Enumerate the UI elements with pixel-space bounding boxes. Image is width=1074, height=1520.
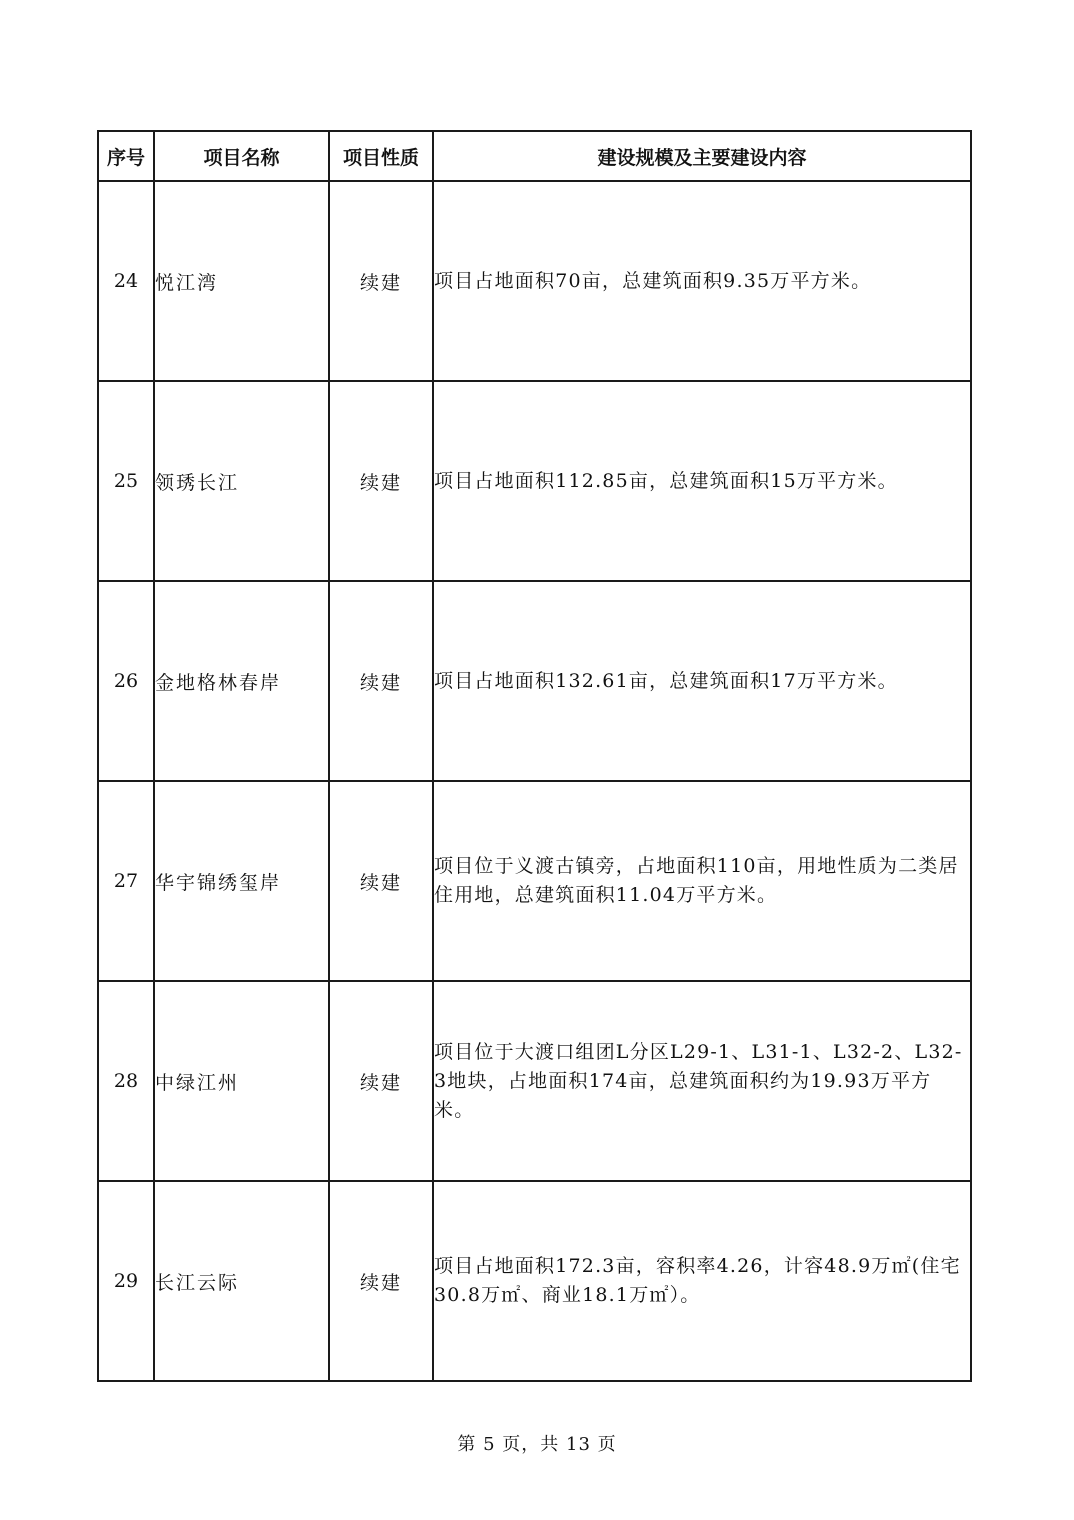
- row-seq: 26: [98, 581, 154, 781]
- row-seq: 27: [98, 781, 154, 981]
- table-header-row: [98, 131, 971, 181]
- row-seq: 24: [98, 181, 154, 381]
- header-name: 项目名称: [154, 131, 329, 181]
- row-desc: 项目占地面积112.85亩，总建筑面积15万平方米。: [433, 381, 971, 581]
- row-seq: 29: [98, 1181, 154, 1381]
- row-desc: 项目占地面积172.3亩，容积率4.26，计容48.9万㎡(住宅30.8万㎡、商业18.1万㎡）。: [433, 1181, 971, 1381]
- row-desc: 项目占地面积132.61亩，总建筑面积17万平方米。: [433, 581, 971, 781]
- header-seq: 序号: [98, 131, 154, 181]
- row-seq: 28: [98, 981, 154, 1181]
- header-desc: 建设规模及主要建设内容: [433, 131, 971, 181]
- row-name: 中绿江州: [154, 981, 329, 1181]
- row-desc: 项目位于大渡口组团L分区L29-1、L31-1、L32-2、L32-3地块，占地面积174亩，总建筑面积约为19.93万平方米。: [433, 981, 971, 1181]
- row-name: 华宇锦绣玺岸: [154, 781, 329, 981]
- table-row: [98, 781, 971, 981]
- table-row: [98, 581, 971, 781]
- row-name: 悦江湾: [154, 181, 329, 381]
- row-type: 续建: [329, 381, 433, 581]
- row-type: 续建: [329, 781, 433, 981]
- table-row: [98, 181, 971, 381]
- row-name: 长江云际: [154, 1181, 329, 1381]
- table-row: [98, 1181, 971, 1381]
- row-type: 续建: [329, 1181, 433, 1381]
- header-type: 项目性质: [329, 131, 433, 181]
- row-desc: 项目占地面积70亩，总建筑面积9.35万平方米。: [433, 181, 971, 381]
- row-seq: 25: [98, 381, 154, 581]
- row-name: 金地格林春岸: [154, 581, 329, 781]
- row-desc: 项目位于义渡古镇旁，占地面积110亩，用地性质为二类居住用地，总建筑面积11.04万平方米。: [433, 781, 971, 981]
- row-type: 续建: [329, 981, 433, 1181]
- project-table: [97, 130, 972, 1382]
- row-type: 续建: [329, 181, 433, 381]
- table-row: [98, 381, 971, 581]
- page-number-footer: 第 5 页，共 13 页: [457, 1434, 617, 1455]
- row-name: 领琇长江: [154, 381, 329, 581]
- table-row: [98, 981, 971, 1181]
- row-type: 续建: [329, 581, 433, 781]
